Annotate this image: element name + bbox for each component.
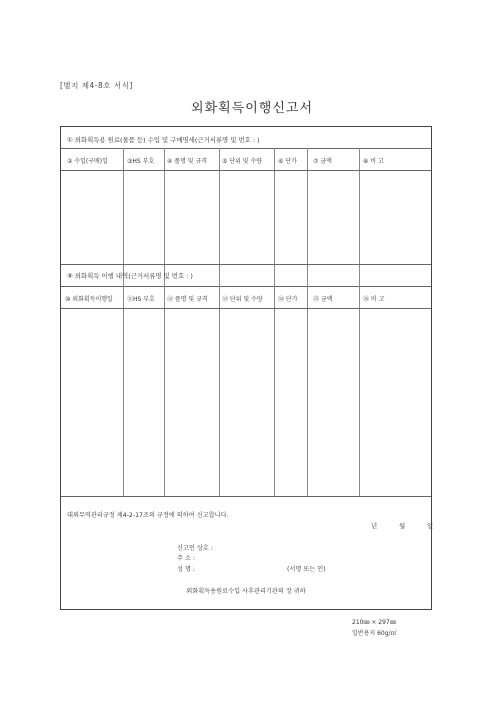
divider bbox=[61, 496, 431, 497]
column-divider bbox=[164, 286, 165, 496]
declaration-text: 대외무역관리규정 제4-2-17조의 규정에 의하여 신고합니다. bbox=[67, 512, 229, 519]
address-label: 주 소 : bbox=[177, 555, 195, 562]
column-header: ⑮ 금액 bbox=[313, 296, 333, 303]
divider bbox=[61, 308, 431, 309]
column-divider bbox=[359, 286, 360, 496]
column-header: ⑭ 단가 bbox=[278, 296, 298, 303]
paper-size-note: 210㎜ × 297㎜ bbox=[352, 619, 396, 626]
form-title: 외화획득이행신고서 bbox=[190, 101, 314, 116]
column-divider bbox=[274, 286, 275, 496]
divider bbox=[61, 170, 431, 171]
company-label: 신고인 상호 : bbox=[177, 545, 213, 552]
signature-note: (서명 또는 인) bbox=[287, 566, 326, 573]
date-day: 일 bbox=[427, 522, 434, 530]
divider bbox=[61, 286, 431, 287]
column-header: ⑯ 비 고 bbox=[363, 296, 385, 303]
divider bbox=[61, 148, 431, 149]
column-divider bbox=[123, 286, 124, 496]
form-number-label: [별지 제4-8호 서식] bbox=[60, 81, 133, 90]
column-header: ③HS 부호 bbox=[127, 158, 155, 165]
column-header: ⑥ 단가 bbox=[278, 158, 297, 165]
column-header: ⑬ 단위 및 수량 bbox=[222, 296, 263, 303]
column-divider bbox=[307, 286, 308, 496]
section1-title: ① 외화획득용 원료(물품 등) 수입 및 구매명세(근거서류명 및 번호 : ) bbox=[67, 136, 260, 144]
column-header: ⑫ 품명 및 규격 bbox=[167, 296, 208, 303]
date-year: 년 bbox=[371, 522, 378, 530]
form-frame bbox=[60, 126, 432, 610]
column-header: ④ 품명 및 규격 bbox=[167, 158, 208, 165]
paper-type-note: 일반용지 60g/㎡ bbox=[352, 630, 397, 637]
column-header: ⑩ 외화획득이행일 bbox=[65, 296, 113, 303]
section2-title: ⑨ 외화획득 이행 내역(근거서류명 및 번호 : ) bbox=[67, 272, 193, 280]
name-label: 성 명 : bbox=[177, 566, 195, 573]
column-header: ⑪HS 부호 bbox=[127, 296, 155, 303]
column-header: ② 수입(구매)일 bbox=[67, 158, 108, 165]
column-divider bbox=[219, 286, 220, 496]
recipient-line: 외화획득용원료수입 사후관리기관의 장 귀하 bbox=[186, 588, 306, 595]
column-header: ⑤ 단위 및 수량 bbox=[222, 158, 263, 165]
divider bbox=[61, 264, 431, 265]
column-header: ⑧ 비 고 bbox=[363, 158, 384, 165]
column-header: ⑦ 금액 bbox=[313, 158, 332, 165]
date-month: 월 bbox=[399, 522, 406, 530]
